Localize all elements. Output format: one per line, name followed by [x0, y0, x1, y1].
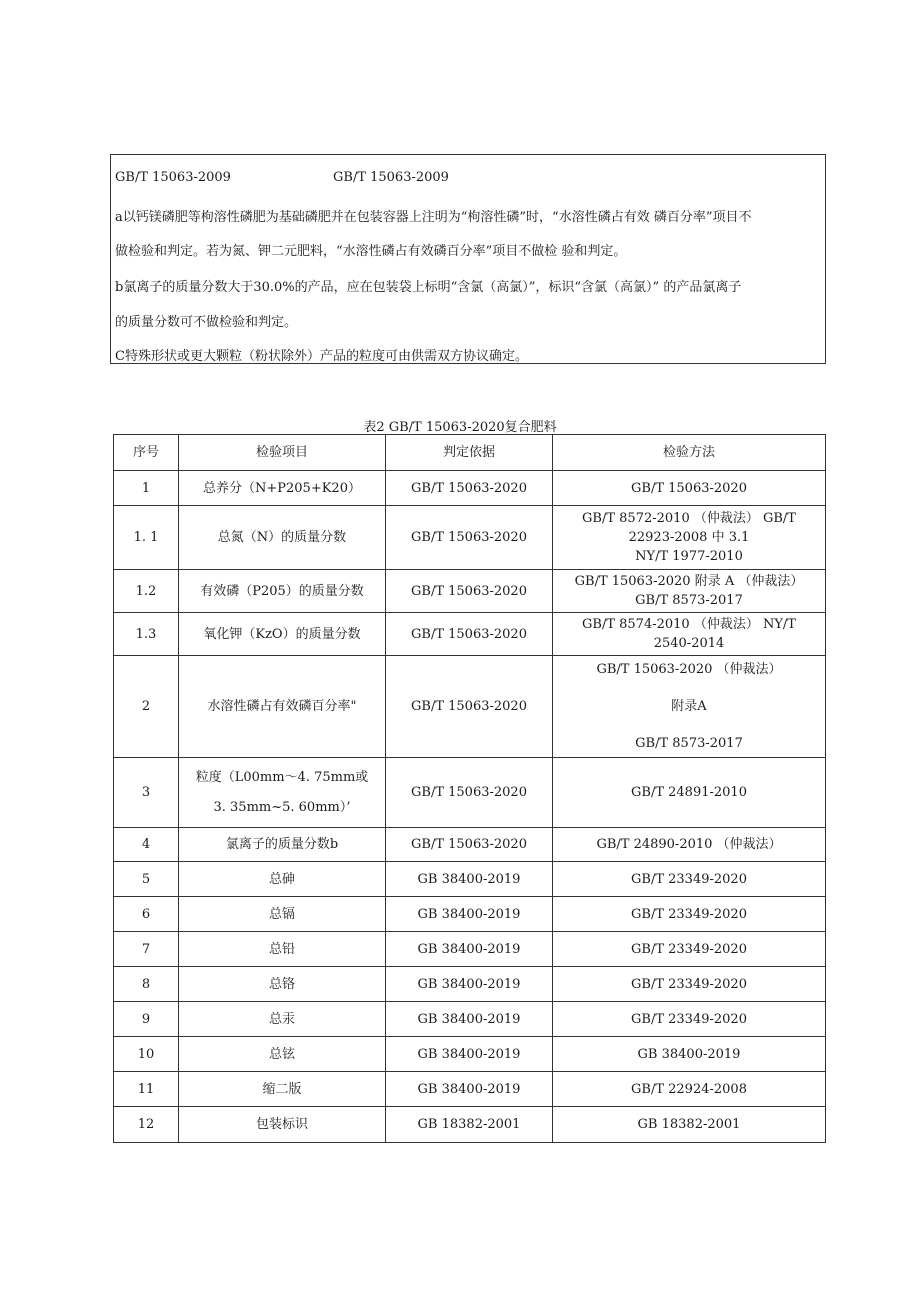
- cell-no: 12: [114, 1107, 179, 1143]
- table-caption: 表2 GB/T 15063-2020复合肥料: [363, 420, 557, 435]
- header-basis: 判定依据: [386, 435, 553, 471]
- cell-method: GB/T 23349-2020: [553, 862, 826, 897]
- cell-basis: GB/T 15063-2020: [386, 613, 553, 656]
- method-line: GB/T 15063-2020 （仲裁法）: [596, 662, 782, 677]
- cell-basis: GB/T 15063-2020: [386, 828, 553, 862]
- cell-method: GB/T 22924-2008: [553, 1072, 826, 1107]
- cell-item: 总铉: [179, 1037, 386, 1072]
- cell-no: 11: [114, 1072, 179, 1107]
- cell-item: 总养分（N+P205+K20）: [179, 471, 386, 506]
- table-row: [114, 570, 826, 613]
- cell-method: GB 38400-2019: [553, 1037, 826, 1072]
- table-footnotes-box: [110, 154, 826, 364]
- method-line: GB/T 8574-2010 （仲裁法） NY/T: [582, 617, 796, 632]
- cell-method: [553, 506, 826, 570]
- cell-basis: GB 38400-2019: [386, 932, 553, 967]
- cell-item: 总砷: [179, 862, 386, 897]
- cell-basis: GB/T 15063-2020: [386, 506, 553, 570]
- header-item: 检验项目: [179, 435, 386, 471]
- cell-item: 水溶性磷占有效磷百分率": [179, 656, 386, 758]
- cell-no: 1: [114, 471, 179, 506]
- table-row: [114, 613, 826, 656]
- cell-item: [179, 758, 386, 828]
- cell-method: GB/T 23349-2020: [553, 1002, 826, 1037]
- cell-no: 4: [114, 828, 179, 862]
- table-row: [114, 1107, 826, 1143]
- cell-no: 7: [114, 932, 179, 967]
- cell-item: 有效磷（P205）的质量分数: [179, 570, 386, 613]
- item-line: 3. 35mm~5. 60mm）’: [213, 799, 351, 815]
- method-line: GB/T 8572-2010 （仲裁法） GB/T: [582, 511, 796, 526]
- cell-method: GB/T 24890-2010 （仲裁法）: [553, 828, 826, 862]
- cell-method: GB/T 24891-2010: [553, 758, 826, 828]
- cell-item: 总镉: [179, 897, 386, 932]
- cell-no: 2: [114, 656, 179, 758]
- footnote-b-line-1: b氯离子的质量分数大于30.0%的产品，应在包装袋上标明“含氯（高氯）”，标识“含氯（高氯）” 的产品氯离子: [115, 280, 742, 295]
- cell-no: 5: [114, 862, 179, 897]
- table-row: [114, 1002, 826, 1037]
- method-line: 2540-2014: [653, 636, 725, 651]
- cell-no: 1.2: [114, 570, 179, 613]
- table-row: [114, 828, 826, 862]
- cell-item: 氧化钾（KzO）的质量分数: [179, 613, 386, 656]
- cell-method: GB/T 15063-2020: [553, 471, 826, 506]
- table-row: [114, 1072, 826, 1107]
- method-line: 附录A: [671, 699, 707, 714]
- cell-no: 10: [114, 1037, 179, 1072]
- cell-no: 9: [114, 1002, 179, 1037]
- cell-method: GB/T 23349-2020: [553, 967, 826, 1002]
- footnote-standard-a: GB/T 15063-2009: [115, 170, 231, 185]
- table-row: [114, 967, 826, 1002]
- cell-item: 总氮（N）的质量分数: [179, 506, 386, 570]
- cell-no: 3: [114, 758, 179, 828]
- cell-basis: GB/T 15063-2020: [386, 570, 553, 613]
- cell-method: [553, 656, 826, 758]
- table-row: [114, 932, 826, 967]
- method-line: NY/T 1977-2010: [635, 549, 743, 564]
- cell-basis: GB/T 15063-2020: [386, 758, 553, 828]
- cell-method: GB/T 23349-2020: [553, 932, 826, 967]
- cell-basis: GB 38400-2019: [386, 967, 553, 1002]
- footnote-a-line-1: a以钙镁磷肥等枸溶性磷肥为基础磷肥并在包装容器上注明为“枸溶性磷”时，“水溶性磷占有效 磷百分率”项目不: [115, 210, 752, 225]
- footnote-a-line-2: 做检验和判定。若为氮、钾二元肥料，“水溶性磷占有效磷百分率”项目不做检 验和判定。: [115, 244, 627, 259]
- cell-basis: GB/T 15063-2020: [386, 471, 553, 506]
- cell-basis: GB 38400-2019: [386, 1037, 553, 1072]
- table-row: [114, 1037, 826, 1072]
- method-line: 22923-2008 中 3.1: [628, 530, 750, 545]
- cell-basis: GB/T 15063-2020: [386, 656, 553, 758]
- cell-basis: GB 38400-2019: [386, 1072, 553, 1107]
- cell-item: 总铬: [179, 967, 386, 1002]
- table-row: [114, 897, 826, 932]
- cell-item: 包装标识: [179, 1107, 386, 1143]
- table-row: [114, 862, 826, 897]
- table-row: [114, 506, 826, 570]
- footnote-b-line-2: 的质量分数可不做检验和判定。: [115, 315, 298, 330]
- cell-item: 氯离子的质量分数b: [179, 828, 386, 862]
- cell-item: 缩二版: [179, 1072, 386, 1107]
- cell-basis: GB 38400-2019: [386, 1002, 553, 1037]
- cell-method: [553, 570, 826, 613]
- item-line: 粒度（L00mm～4. 75mm或: [195, 769, 369, 785]
- cell-method: [553, 613, 826, 656]
- method-line: GB/T 15063-2020 附录 A （仲裁法）: [574, 574, 804, 589]
- table-row: [114, 656, 826, 758]
- header-method: 检验方法: [553, 435, 826, 471]
- cell-method: GB/T 23349-2020: [553, 897, 826, 932]
- table-row: [114, 758, 826, 828]
- cell-no: 1. 1: [114, 506, 179, 570]
- cell-no: 8: [114, 967, 179, 1002]
- method-line: GB/T 8573-2017: [635, 593, 743, 608]
- cell-basis: GB 18382-2001: [386, 1107, 553, 1143]
- cell-no: 6: [114, 897, 179, 932]
- cell-no: 1.3: [114, 613, 179, 656]
- method-line: GB/T 8573-2017: [635, 736, 743, 751]
- footnote-standard-b: GB/T 15063-2009: [333, 170, 449, 185]
- cell-basis: GB 38400-2019: [386, 897, 553, 932]
- inspection-table: [113, 434, 826, 1143]
- header-no: 序号: [114, 435, 179, 471]
- cell-item: 总铅: [179, 932, 386, 967]
- cell-item: 总汞: [179, 1002, 386, 1037]
- footnote-standards-line: [115, 170, 449, 185]
- cell-method: GB 18382-2001: [553, 1107, 826, 1143]
- table-row: [114, 471, 826, 506]
- footnote-c-line: C特殊形状或更大颗粒（粉状除外）产品的粒度可由供需双方协议确定。: [115, 349, 528, 364]
- table-header-row: [114, 435, 826, 471]
- cell-basis: GB 38400-2019: [386, 862, 553, 897]
